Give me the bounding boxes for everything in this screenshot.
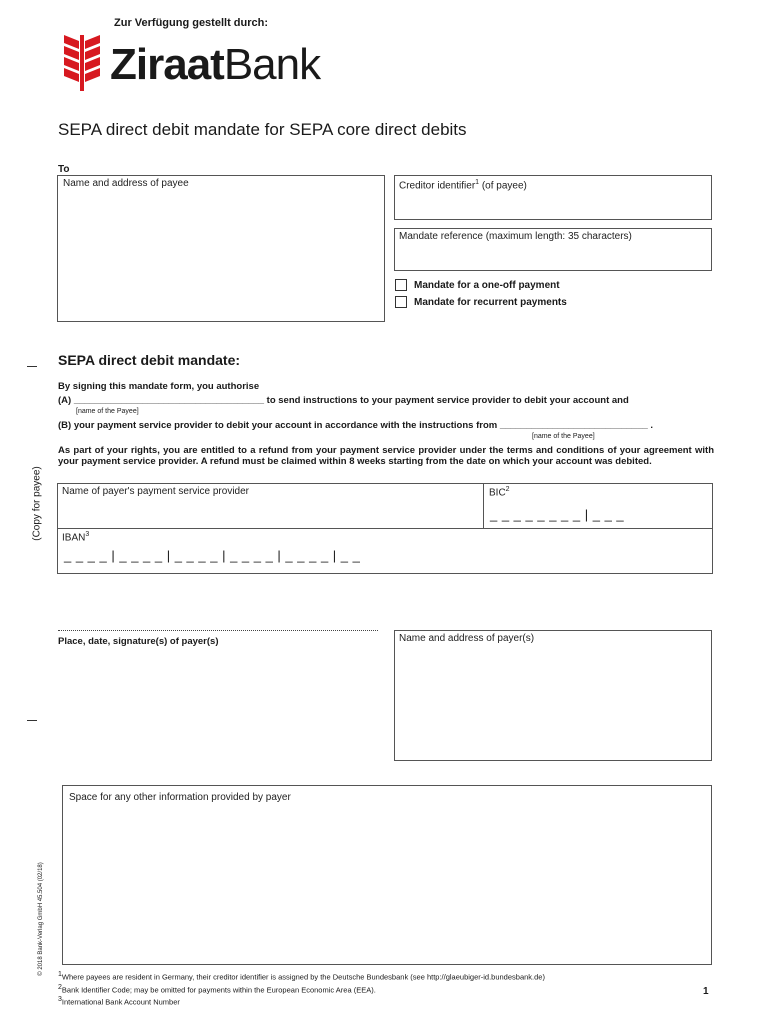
bic-label-text: BIC bbox=[489, 487, 506, 499]
divider bbox=[483, 484, 484, 528]
name-of-payee-caption-2: [name of the Payee] bbox=[532, 433, 595, 440]
mandate-reference-field[interactable] bbox=[394, 228, 712, 271]
footnotes bbox=[58, 970, 545, 1008]
mandate-reference-label: Mandate reference (maximum length: 35 characters) bbox=[399, 231, 632, 242]
recurrent-payments-checkbox[interactable] bbox=[395, 296, 407, 308]
to-label: To bbox=[58, 164, 70, 175]
footnote-2-text: Bank Identifier Code; may be omitted for payments within the European Economic Area (EEA). bbox=[61, 985, 376, 994]
refund-rights-text: As part of your rights, you are entitled to a refund from your payment service provider under the terms and conditions of your agreement with your payment service provider. A refund must be claimed within 8 weeks starting from the date on which your account was debited. bbox=[58, 445, 714, 467]
wheat-emblem-icon bbox=[60, 33, 104, 93]
fold-mark-top bbox=[27, 366, 37, 367]
footnote-ref-2: 2 bbox=[505, 486, 510, 493]
bic-label bbox=[489, 486, 510, 498]
copy-for-payee-label: (Copy for payee) bbox=[31, 466, 43, 541]
bic-input[interactable]: _ _ _ _ _ _ _ _ | _ _ _ bbox=[490, 507, 625, 522]
recurrent-payments-label: Mandate for recurrent payments bbox=[414, 297, 567, 308]
footnote-3-num: 3 bbox=[58, 996, 62, 1003]
footnote-ref-3: 3 bbox=[85, 531, 90, 538]
page-number: 1 bbox=[703, 986, 709, 997]
footnote-ref-1: 1 bbox=[475, 179, 480, 186]
signature-line[interactable] bbox=[58, 630, 378, 631]
mandate-intro: By signing this mandate form, you authorise bbox=[58, 381, 260, 392]
divider bbox=[58, 528, 712, 529]
payer-address-label: Name and address of payer(s) bbox=[399, 633, 535, 644]
ziraat-bank-logo bbox=[60, 33, 360, 93]
other-info-label: Space for any other information provided by payer bbox=[69, 792, 291, 803]
page-title: SEPA direct debit mandate for SEPA core direct debits bbox=[58, 120, 467, 139]
one-off-payment-checkbox[interactable] bbox=[395, 279, 407, 291]
line-a-text: to send instructions to your payment service provider to debit your account and bbox=[264, 395, 629, 406]
creditor-identifier-suffix: (of payee) bbox=[479, 180, 527, 192]
fold-mark-bottom bbox=[27, 720, 37, 721]
footnote-2 bbox=[58, 983, 545, 996]
psp-label: Name of payer's payment service provider bbox=[62, 486, 249, 497]
logo-wordmark bbox=[110, 39, 320, 91]
footnote-2-num: 2 bbox=[58, 983, 62, 991]
payee-box-label: Name and address of payee bbox=[63, 178, 189, 189]
creditor-identifier-text: Creditor identifier bbox=[399, 180, 476, 192]
other-information-box[interactable] bbox=[62, 785, 712, 965]
line-a-blank: (A) ____________________________________ bbox=[58, 395, 265, 406]
logo-text-bold: Ziraat bbox=[110, 40, 224, 89]
footnote-1-num: 1 bbox=[58, 971, 62, 978]
name-of-payee-caption-1: [name of the Payee] bbox=[76, 408, 139, 415]
payer-name-address-box[interactable] bbox=[394, 630, 712, 761]
iban-input[interactable]: _ _ _ _ | _ _ _ _ | _ _ _ _ | _ _ _ _ | _ _ _ _ | _ _ bbox=[64, 548, 361, 563]
creditor-identifier-label bbox=[399, 179, 527, 191]
one-off-payment-label: Mandate for a one-off payment bbox=[414, 280, 560, 291]
footnote-3-text: International Bank Account Number bbox=[61, 997, 180, 1007]
copyright-label: © 2018 Bank-Verlag GmbH 45.504 (02/18) bbox=[38, 862, 44, 976]
creditor-identifier-field[interactable] bbox=[394, 175, 712, 220]
logo-text-light: Bank bbox=[223, 40, 321, 89]
footnote-3 bbox=[58, 995, 545, 1008]
payer-bank-details-box bbox=[57, 483, 713, 574]
mandate-line-a bbox=[58, 395, 629, 406]
iban-label bbox=[62, 531, 89, 543]
footnote-1 bbox=[58, 970, 545, 983]
payee-name-address-box[interactable] bbox=[57, 175, 385, 322]
place-date-signature-label: Place, date, signature(s) of payer(s) bbox=[58, 636, 219, 647]
provided-by-label: Zur Verfügung gestellt durch: bbox=[114, 17, 269, 29]
footnote-1-text: Where payees are resident in Germany, their creditor identifier is assigned by the Deutsche Bundesbank (see http://glaeubiger-id.bundesbank.de) bbox=[61, 972, 545, 982]
mandate-line-b: (B) your payment service provider to debit your account in accordance with the instructions from ____________________________ . bbox=[58, 420, 654, 431]
mandate-heading: SEPA direct debit mandate: bbox=[58, 352, 241, 368]
iban-label-text: IBAN bbox=[62, 532, 86, 544]
